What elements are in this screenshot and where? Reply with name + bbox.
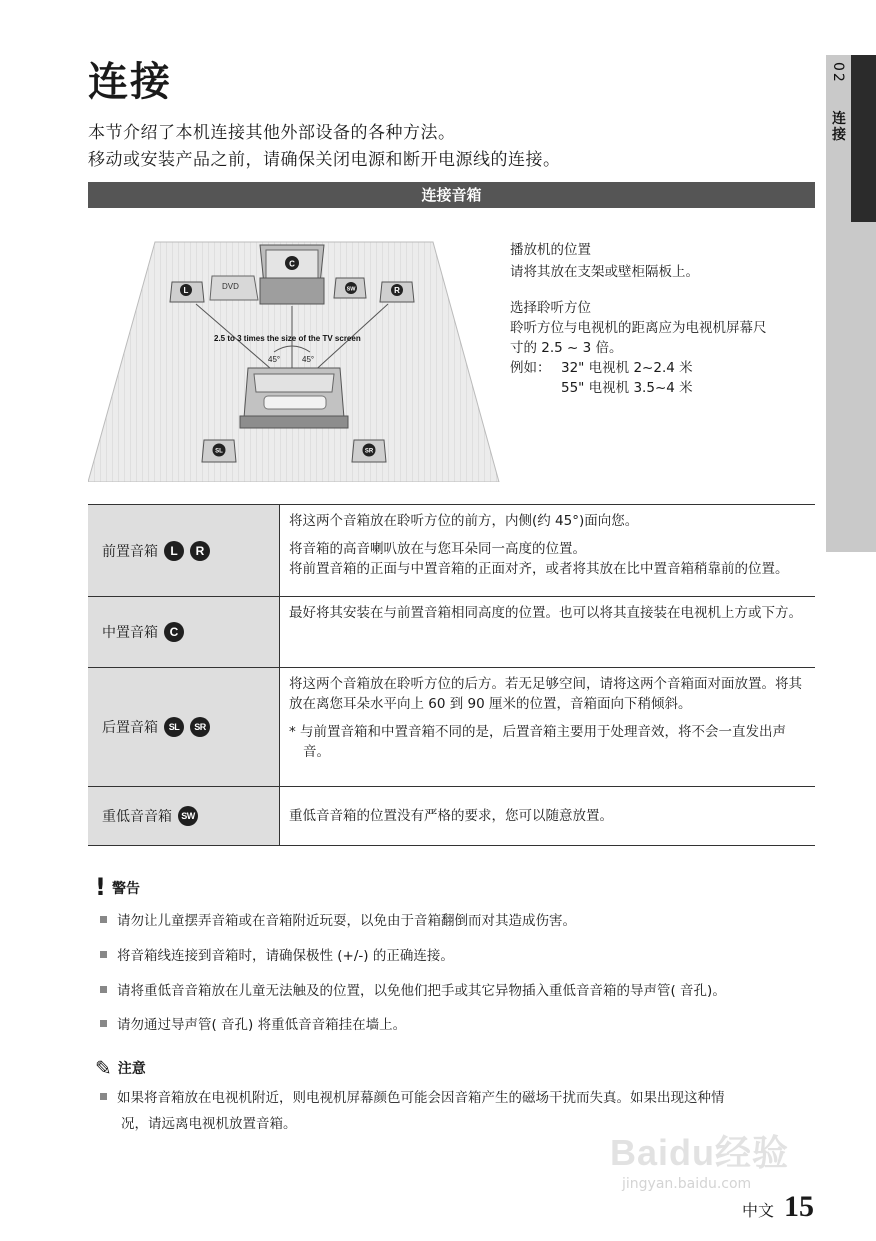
warning-heading [95,873,140,901]
row-paragraph: 最好将其安装在与前置音箱相同高度的位置。也可以将其直接装在电视机上方或下方。 [289,605,802,621]
row-label [88,505,280,596]
footer-language: 中文 [741,1201,774,1220]
player-text: 请将其放在支架或壁柜隔板上。 [510,264,699,280]
warning-item: 请勿通过导声管( 音孔) 将重低音音箱挂在墙上。 [100,1014,810,1036]
page-title: 连接 [88,59,172,105]
watermark-url: jingyan.baidu.com [622,1176,752,1192]
distance-label: 2.5 to 3 times the size of the TV screen [214,334,361,343]
warning-icon: ! [95,873,106,901]
bullet-icon [100,1093,107,1100]
row-description [280,787,815,845]
svg-text:C: C [289,259,295,269]
row-description [280,668,815,786]
note-title: 注意 [117,1061,146,1077]
tv-icon [260,245,324,304]
warning-item: 请勿让儿童摆弄音箱或在音箱附近玩耍，以免由于音箱翻倒而对其造成伤害。 [100,910,810,932]
row-label-text: 重低音音箱 [102,809,172,825]
side-tab-number: 02 [830,62,846,84]
svg-text:SL: SL [215,448,223,455]
listening-text-1: 聆听方位与电视机的距离应为电视机屏幕尺 [510,320,767,336]
table-row [88,667,815,786]
row-label-text: 后置音箱 [102,720,158,736]
speaker-table [88,504,815,846]
speaker-badge-icon: L [164,541,184,561]
bullet-icon [100,951,107,958]
speaker-badge-icon: C [164,622,184,642]
bullet-icon [100,986,107,993]
player-heading: 播放机的位置 [510,242,591,258]
warning-item: 请将重低音音箱放在儿童无法触及的位置，以免他们把手或其它异物插入重低音音箱的导声管( 音孔)。 [100,980,810,1002]
page-number: 15 [784,1190,814,1223]
svg-text:L: L [183,286,189,295]
note-heading [95,1058,146,1078]
row-paragraph: 将这两个音箱放在聆听方位的后方。若无足够空间，请将这两个音箱面对面放置。将其放在离您耳朵水平向上 60 到 90 厘米的位置，音箱面向下稍倾斜。 [289,676,802,712]
dvd-label: DVD [222,282,239,291]
row-paragraph: 重低音音箱的位置没有严格的要求，您可以随意放置。 [289,808,613,824]
bullet-icon [100,1020,107,1027]
side-tab-title: 连接 [830,110,846,143]
listening-text-2: 寸的 2.5 ~ 3 倍。 [510,340,623,356]
svg-text:SR: SR [364,448,374,455]
intro-line-1: 本节介绍了本机连接其他外部设备的各种方法。 [88,123,456,143]
example-2: 55" 电视机 3.5~4 米 [561,380,693,396]
row-description [280,505,815,596]
row-label-text: 前置音箱 [102,543,158,560]
row-paragraph: 将这两个音箱放在聆听方位的前方，内侧(约 45°)面向您。 [289,513,639,529]
speaker-placement-diagram [88,240,500,482]
pencil-icon: ✎ [95,1056,112,1080]
bullet-icon [100,916,107,923]
watermark-brand: Baidu经验 [610,1132,790,1173]
row-label [88,787,280,845]
table-row [88,504,815,596]
side-tab-label [828,62,848,143]
speaker-badge-icon: SL [164,717,184,737]
angle-left-label: 45° [268,355,281,364]
speaker-badge-icon: SW [178,806,198,826]
row-label-text: 中置音箱 [102,625,158,641]
speaker-badge-icon: R [190,541,210,561]
side-tab-marker [851,55,876,222]
table-row [88,596,815,667]
table-row [88,786,815,846]
note-item: 如果将音箱放在电视机附近，则电视机屏幕颜色可能会因音箱产生的磁场干扰而失真。如果出现这种情 况，请远离电视机放置音箱。 [100,1087,810,1135]
listening-heading: 选择聆听方位 [510,300,591,316]
warning-item: 将音箱线连接到音箱时，请确保极性 (+/-) 的正确连接。 [100,945,810,967]
angle-right-label: 45° [302,355,315,364]
row-paragraph: * 与前置音箱和中置音箱不同的是，后置音箱主要用于处理音效，将不会一直发出声音。 [289,724,787,760]
row-label [88,597,280,667]
example-label: 例如： [510,360,551,376]
row-label [88,668,280,786]
note-item-continuation: 况，请远离电视机放置音箱。 [121,1116,297,1132]
section-header: 连接音箱 [88,182,815,208]
row-description [280,597,815,667]
sofa-icon [240,368,348,428]
intro-line-2: 移动或安装产品之前，请确保关闭电源和断开电源线的连接。 [88,150,561,170]
page-footer [742,1190,814,1224]
example-1: 32" 电视机 2~2.4 米 [561,360,693,376]
svg-text:SW: SW [346,286,356,293]
row-paragraph: 将音箱的高音喇叭放在与您耳朵同一高度的位置。 将前置音箱的正面与中置音箱的正面对齐，或者将其放在比中置音箱稍靠前的位置。 [289,541,789,577]
svg-text:R: R [394,286,400,295]
speaker-badge-icon: SR [190,717,210,737]
warning-title: 警告 [111,881,140,897]
